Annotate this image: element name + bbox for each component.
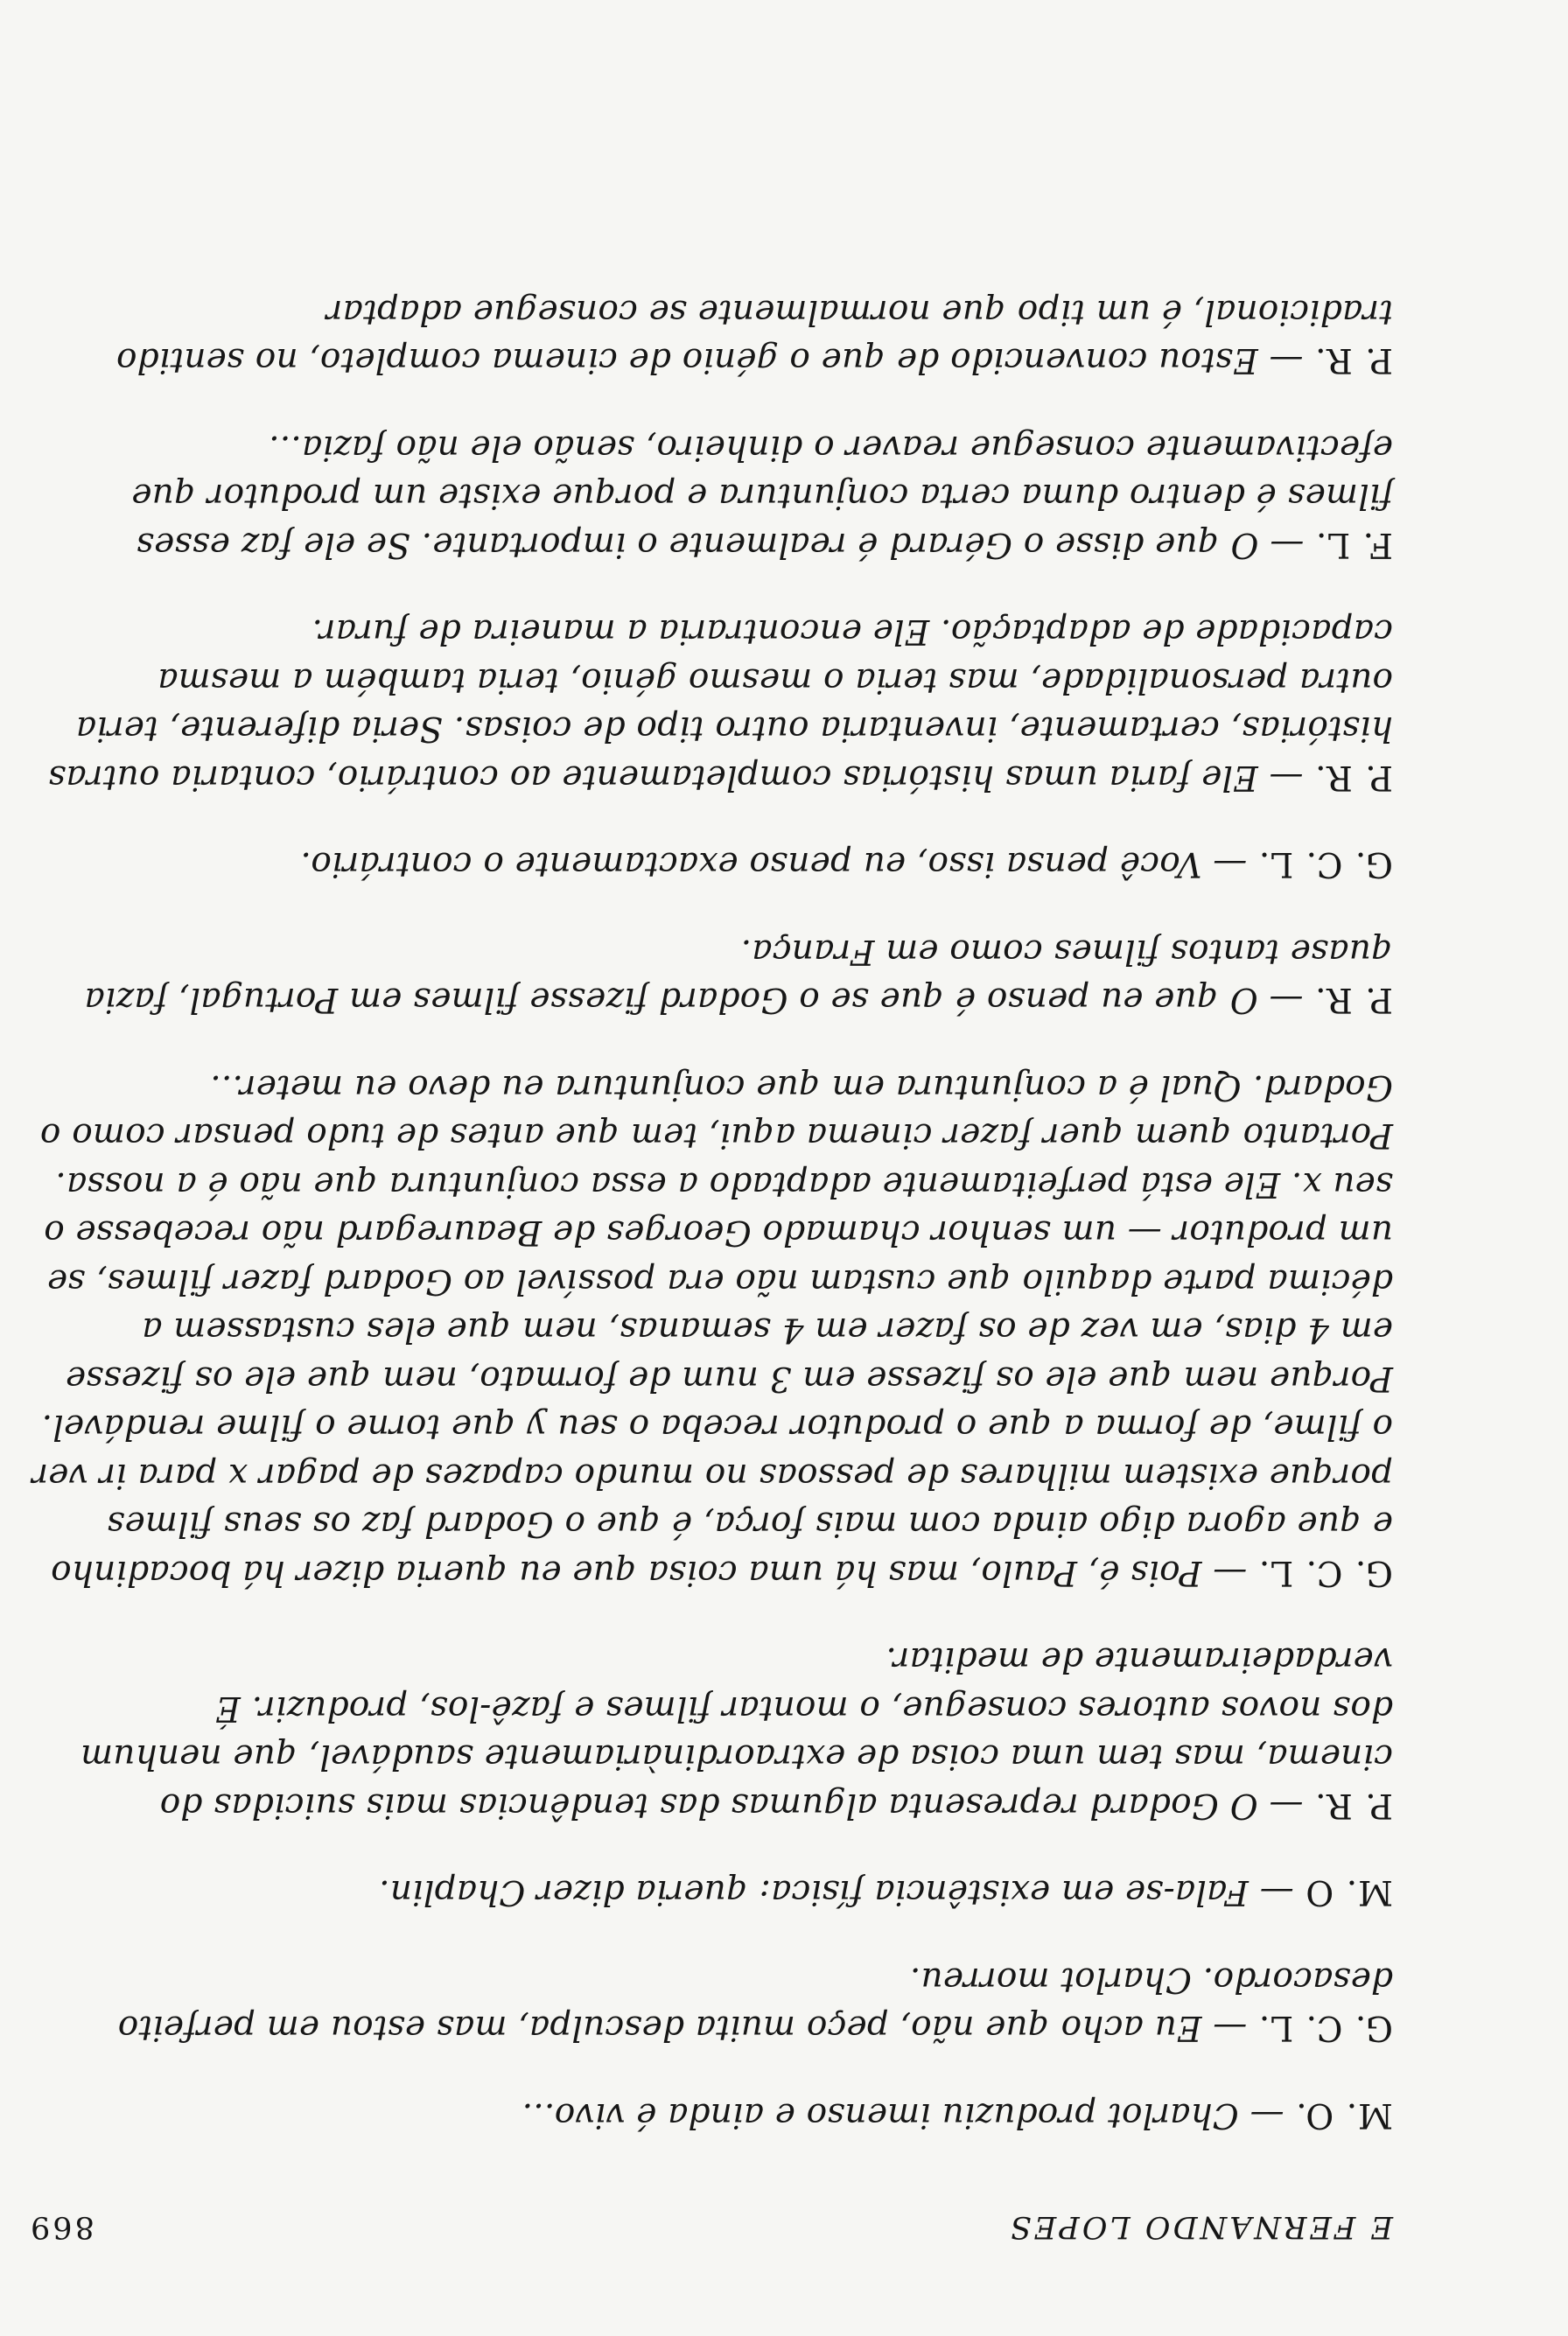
running-header xyxy=(28,2209,1393,2244)
speaker-initials: G. C. L. xyxy=(1257,2008,1393,2048)
dialogue-paragraph xyxy=(28,1955,1393,2053)
spoken-text: O Godard representa algumas das tendências mais suicidas do cinema, mas tem uma coisa de extraordinàriamente saudável, que nenhum dos novos autores consegue, o montar filmes e fazê-los, produzir. É verdadeiramente de meditar. xyxy=(80,1640,1393,1825)
speaker-initials: G. C. L. xyxy=(1257,844,1393,885)
speaker-separator: — xyxy=(1258,525,1315,564)
speaker-initials: F. L. xyxy=(1314,525,1393,564)
speaker-separator: — xyxy=(1201,844,1258,885)
dialogue-paragraph xyxy=(28,288,1393,385)
spoken-text: Pois é, Paulo, mas há uma coisa que eu queria dizer há bocadinho e que agora digo ainda com mais força, é que o Godard faz os seus filmes porque existem milhares de pessoas no mundo capazes de pagar x para ir ver o filme, de forma a que o produtor receba o seu y que torne o filme rendável. Porque nem que ele os fizesse em 3 num de formato, nem que ele os fizesse em 4 dias, em vez de os fazer em 4 semanas, nem que eles custassem a décima parte daquilo que custam não era possível ao Godard fazer filmes, se um produtor — um senhor chamado Georges de Beauregard não recebesse o seu x. Ele está perfeitamente adaptado a essa conjuntura que não é a nossa. Portanto quem quer fazer cinema aqui, tem que antes de tudo pensar como o Godard. Qual é a conjuntura em que conjuntura eu devo eu meter... xyxy=(32,1067,1393,1592)
speaker-separator: — xyxy=(1238,2095,1296,2135)
speaker-separator: — xyxy=(1257,1786,1315,1825)
dialogue-paragraph xyxy=(28,1635,1393,1829)
speaker-initials: P. R. xyxy=(1314,980,1393,1020)
spoken-text: O que eu penso é que se o Godard fizesse filmes em Portugal, fazia quase tantos filmes como em França. xyxy=(84,932,1393,1020)
speaker-separator: — xyxy=(1248,1872,1306,1913)
interview-text xyxy=(28,249,1393,2140)
speaker-separator: — xyxy=(1257,340,1315,381)
running-head-author: E FERNANDO LOPES xyxy=(1007,2209,1393,2244)
dialogue-paragraph xyxy=(28,2091,1393,2140)
speaker-separator: — xyxy=(1257,758,1315,797)
speaker-separator: — xyxy=(1257,980,1315,1020)
spoken-text: Você pensa isso, eu penso exactamente o contrário. xyxy=(300,844,1202,885)
speaker-initials: P. R. xyxy=(1314,340,1393,381)
speaker-initials: M. O. xyxy=(1295,2095,1393,2135)
dialogue-paragraph xyxy=(28,840,1393,889)
dialogue-paragraph xyxy=(28,423,1393,570)
speaker-initials: M. O xyxy=(1305,1872,1393,1913)
speaker-initials: G. C. L. xyxy=(1257,1553,1393,1592)
spoken-text: Estou convencido de que o génio de cinema completo, no sentido tradicional, é um tipo que normalmente se consegue adaptar xyxy=(116,292,1393,381)
spoken-text: Fala-se em existência física: queria dizer Chaplin. xyxy=(379,1872,1249,1913)
spoken-text: Ele faria umas histórias completamente ao contrário, contaria outras histórias, certamente, inventaria outro tipo de coisas. Seria diferente, teria outra personalidade, mas teria o mesmo génio, teria também a mesma capacidade de adaptação. Ele encontraria a maneira de furar. xyxy=(48,612,1393,797)
speaker-initials: P. R. xyxy=(1314,1786,1393,1825)
spoken-text: O que disse o Gérard é realmente o importante. Se ele faz esses filmes é dentro duma certa conjuntura e porque existe um produtor que efectivamente consegue reaver o dinheiro, senão ele não fazia... xyxy=(131,428,1393,564)
dialogue-paragraph xyxy=(28,1063,1393,1598)
page-number: 869 xyxy=(28,2209,94,2244)
dialogue-paragraph xyxy=(28,927,1393,1025)
speaker-separator: — xyxy=(1201,1553,1258,1592)
dialogue-paragraph xyxy=(28,607,1393,801)
speaker-separator: — xyxy=(1201,2008,1258,2048)
dialogue-paragraph xyxy=(28,1868,1393,1917)
spoken-text: Eu acho que não, peço muita desculpa, mas estou em perfeito desacordo. Charlot morreu. xyxy=(117,1960,1393,2048)
spoken-text: Charlot produziu imenso e ainda é vivo... xyxy=(522,2095,1239,2135)
speaker-initials: P. R. xyxy=(1314,758,1393,797)
